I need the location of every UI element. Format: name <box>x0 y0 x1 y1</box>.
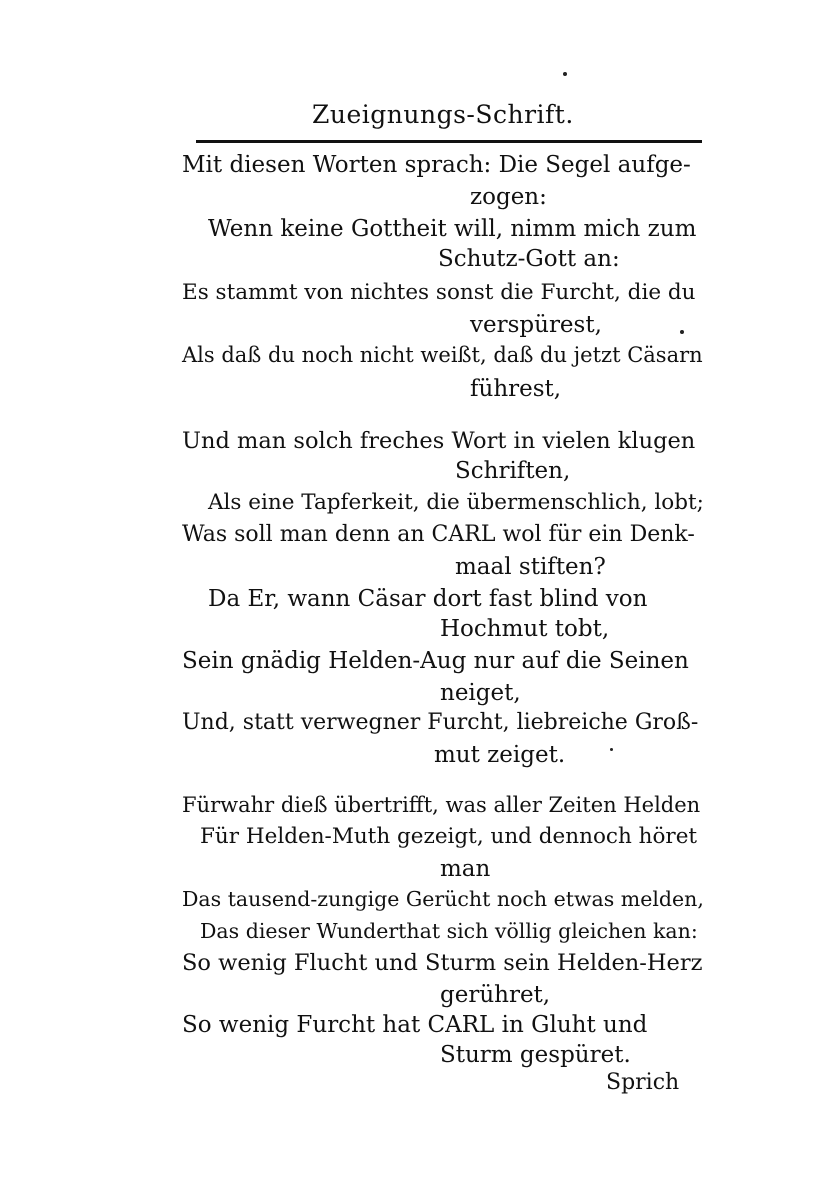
verse-line: Was soll man denn an CARL wol für ein Denk- <box>182 522 695 547</box>
running-header: Zueignungs-Schrift. <box>312 100 574 129</box>
verse-line: Als daß du noch nicht weißt, daß du jetzt Cäsarn <box>182 343 703 367</box>
verse-line: Und man solch freches Wort in vielen klugen <box>182 428 696 454</box>
verse-line: Es stammt von nichtes sonst die Furcht, die du <box>182 280 696 305</box>
verse-line: Da Er, wann Cäsar dort fast blind von <box>208 586 648 612</box>
verse-line: So wenig Flucht und Sturm sein Helden-Herz <box>182 950 703 976</box>
verse-line: Und, statt verwegner Furcht, liebreiche Groß- <box>182 710 699 735</box>
verse-line: Für Helden-Muth gezeigt, und dennoch höret <box>200 824 698 849</box>
verse-line: Das tausend-zungige Gerücht noch etwas melden, <box>182 887 704 911</box>
verse-line: So wenig Furcht hat CARL in Gluht und <box>182 1012 648 1038</box>
header-rule <box>196 140 702 143</box>
verse-line: Sein gnädig Helden-Aug nur auf die Seinen <box>182 648 689 674</box>
verse-continuation: Sturm gespüret. <box>440 1042 631 1068</box>
verse-line: Fürwahr dieß übertrifft, was aller Zeiten Helden <box>182 793 701 817</box>
verse-continuation: zogen: <box>470 184 547 210</box>
verse-continuation: verspürest, <box>470 312 602 338</box>
verse-line: Mit diesen Worten sprach: Die Segel aufge- <box>182 152 691 178</box>
verse-continuation: maal stiften? <box>455 554 606 580</box>
verse-continuation: mut zeiget. <box>434 742 566 768</box>
verse-continuation: neiget, <box>440 680 521 706</box>
verse-continuation: führest, <box>470 376 562 402</box>
scan-speck <box>610 748 613 751</box>
scan-speck <box>680 330 684 334</box>
verse-line: Das dieser Wunderthat sich völlig gleichen kan: <box>200 919 698 943</box>
verse-continuation: gerühret, <box>440 982 551 1008</box>
verse-continuation: man <box>440 856 491 882</box>
verse-continuation: Hochmut tobt, <box>440 616 610 642</box>
verse-line: Als eine Tapferkeit, die übermenschlich, lobt; <box>208 490 704 515</box>
verse-continuation: Schriften, <box>455 458 571 484</box>
scan-speck <box>563 72 567 76</box>
verse-line: Wenn keine Gottheit will, nimm mich zum <box>208 216 697 242</box>
verse-continuation: Schutz-Gott an: <box>438 246 620 272</box>
catchword: Sprich <box>606 1070 680 1095</box>
